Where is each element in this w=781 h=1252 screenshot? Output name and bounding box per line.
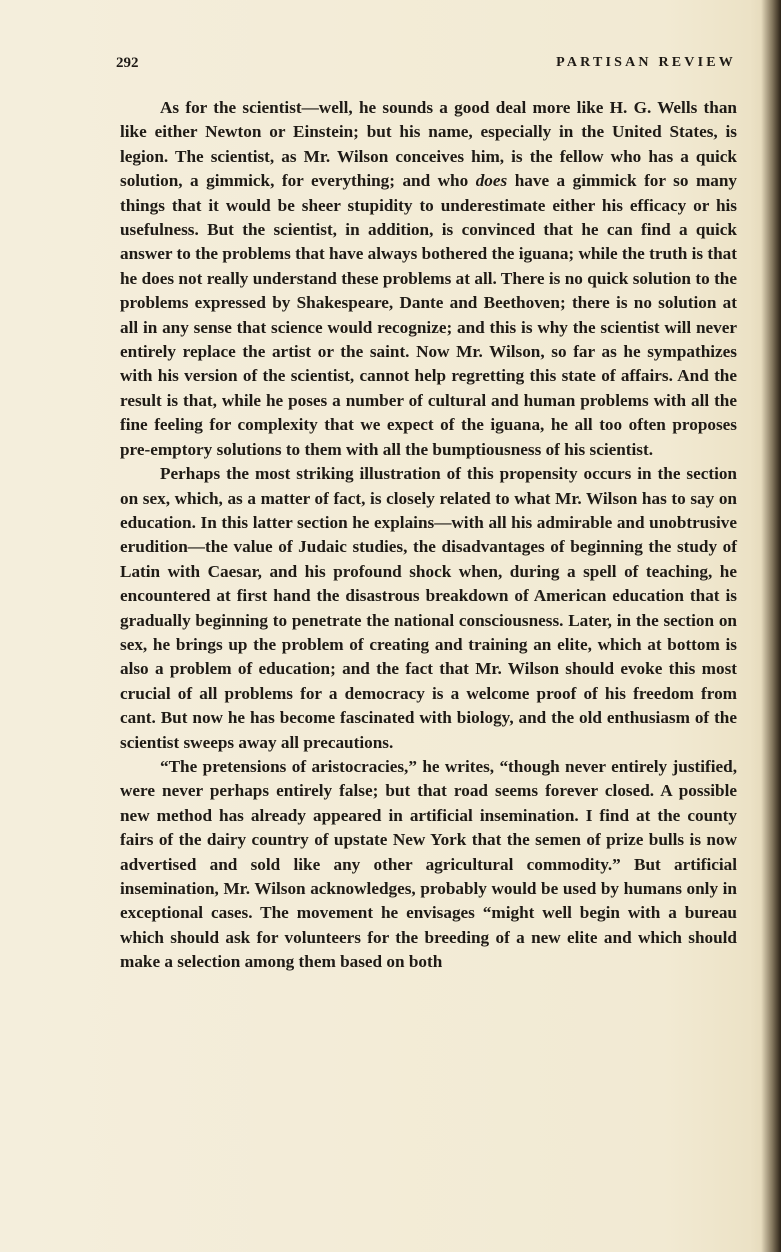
- page-edge-shadow: [761, 0, 781, 1252]
- body-text: [120, 96, 737, 975]
- page-header: [116, 55, 736, 79]
- paragraph-1: [120, 96, 737, 462]
- paragraph-3: “The pretensions of aristocracies,” he writes, “though never entirely justified, were never perhaps entirely false; but that road seems forever closed. A possible new method has already appeared in artificial insemination. I find at the county fairs of the dairy country of upstate New York that the semen of prize bulls is now advertised and sold like any other agricultural commodity.” But artificial insemination, Mr. Wilson acknowledges, probably would be used by humans only in exceptional cases. The movement he envisages “might well begin with a bureau which should ask for volunteers for the breeding of a new elite and which should make a selection among them based on both: [120, 756, 737, 972]
- paragraph-2: Perhaps the most striking illustration of this propensity occurs in the section on sex, which, as a matter of fact, is closely related to what Mr. Wilson has to say on education. In this latter section he explains—with all his admirable and unobtrusive erudition—the value of Judaic studies, the disadvantages of beginning the study of Latin with Caesar, and his profound shock when, during a spell of teaching, he encountered at first hand the disastrous breakdown of American education that is gradually beginning to penetrate the national consciousness. Later, in the section on sex, he brings up the problem of creating and training an elite, which at bottom is also a problem of education; and the fact that Mr. Wilson should evoke this most crucial of all problems for a democracy is a welcome proof of his freedom from cant. But now he has become fascinated with biology, and the old enthusiasm of the scientist sweeps away all precautions.: [120, 464, 737, 752]
- running-head: PARTISAN REVIEW: [556, 55, 736, 70]
- page-number: 292: [116, 55, 139, 71]
- paragraph-1-text-a: As for the scientist—well, he sounds a good deal more like H. G. Wells than like either Newton or Einstein; but his name, especially in the United States, is legion. The scientist, as Mr. Wilson conceives him, is the fellow who has a quick solution, a gimmick, for everything; and who: [120, 98, 737, 191]
- emphasized-word: does: [475, 171, 508, 191]
- paragraph-1-text-b: have a gimmick for so many things that it would be sheer stupidity to underestimate either his efficacy or his usefulness. But the scientist, in addition, is convinced that he can find a quick answer to the problems that have always bothered the iguana; while the truth is that he does not really understand these problems at all. There is no quick solution to the problems expressed by Shakespeare, Dante and Beethoven; there is no solution at all in any sense that science would recognize; and this is why the scientist will never entirely replace the artist or the saint. Now Mr. Wilson, so far as he sympathizes with his version of the scientist, cannot help regretting this state of affairs. And the result is that, while he poses a number of cultural and human problems with all the fine feeling for complexity that we expect of the iguana, he all too often proposes pre-emptory solutions to them with all the bumptiousness of his scientist.: [120, 171, 738, 459]
